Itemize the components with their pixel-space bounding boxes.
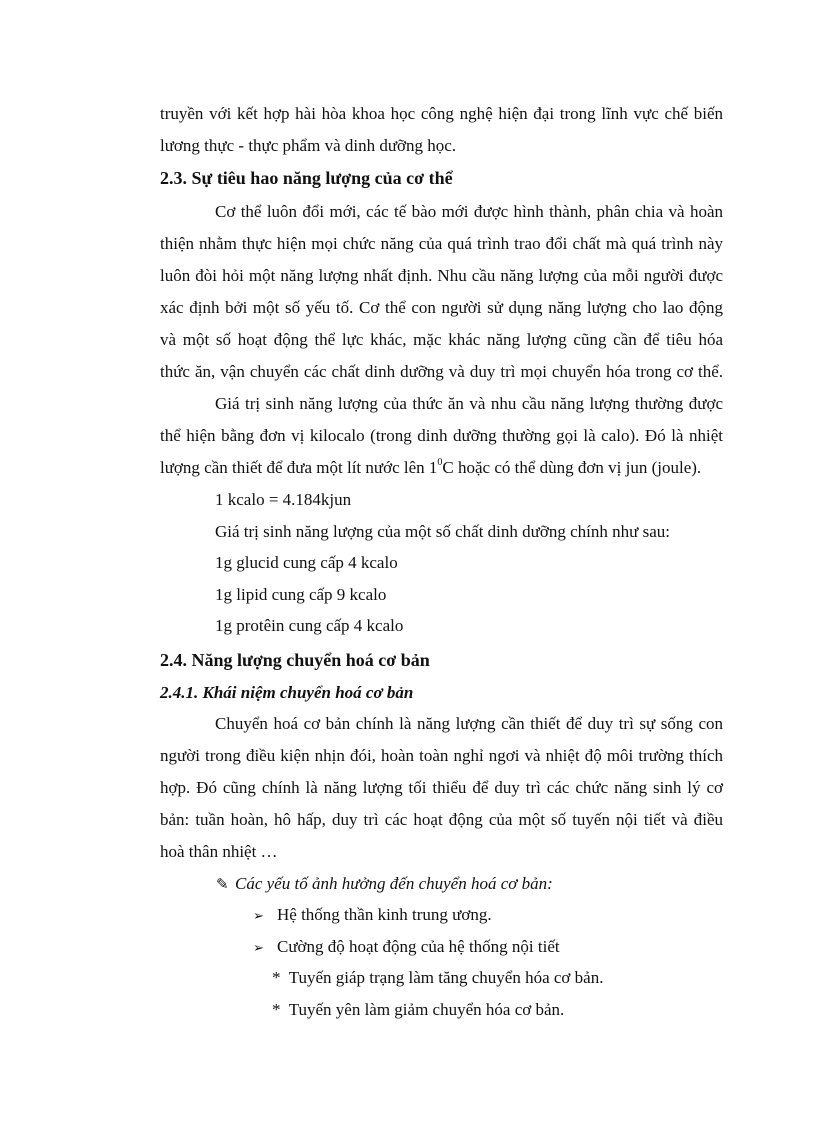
paragraph-line: bản: tuần hoàn, hô hấp, duy trì các hoạt động của một số tuyến nội tiết và điều <box>160 810 723 829</box>
factor-item <box>253 936 560 959</box>
paragraph-line: thức ăn, vận chuyển các chất dinh dưỡng và duy trì mọi chuyển hóa trong cơ thể. <box>160 362 723 381</box>
paragraph-line: xác định bởi một số yếu tố. Cơ thể con người sử dụng năng lượng cho lao động <box>160 298 723 317</box>
arrow-bullet-icon: ➢ <box>253 940 264 955</box>
factors-title-text: Các yếu tố ảnh hưởng đến chuyển hoá cơ bản: <box>235 874 553 893</box>
subfactor-item: * Tuyến yên làm giảm chuyển hóa cơ bản. <box>272 1000 565 1019</box>
factor-text: Hệ thống thần kinh trung ương. <box>277 905 492 924</box>
paragraph-line: hoà thân nhiệt … <box>160 842 278 861</box>
section-heading-2-3: 2.3. Sự tiêu hao năng lượng của cơ thể <box>160 168 453 188</box>
text-run: lượng cần thiết để đưa một lít nước lên 1 <box>160 458 438 477</box>
paragraph-line: Giá trị sinh năng lượng của thức ăn và nhu cầu năng lượng thường được <box>215 394 723 413</box>
subsection-heading-2-4-1: 2.4.1. Khái niệm chuyển hoá cơ bản <box>160 683 414 702</box>
subfactor-item: * Tuyến giáp trạng làm tăng chuyển hóa cơ bản. <box>272 968 604 987</box>
paragraph-line: Giá trị sinh năng lượng của một số chất dinh dưỡng chính như sau: <box>215 522 670 541</box>
factors-title <box>216 873 553 896</box>
factor-text: Cường độ hoạt động của hệ thống nội tiết <box>277 937 560 956</box>
arrow-bullet-icon: ➢ <box>253 908 264 923</box>
paragraph-line: thiện nhằm thực hiện mọi chức năng của quá trình trao đổi chất mà quá trình này <box>160 234 723 253</box>
paragraph-line: truyền với kết hợp hài hòa khoa học công nghệ hiện đại trong lĩnh vực chế biến <box>160 104 723 123</box>
factor-item <box>253 904 492 927</box>
section-heading-2-4: 2.4. Năng lượng chuyển hoá cơ bản <box>160 650 430 670</box>
degree-superscript: 0 <box>437 457 443 469</box>
paragraph-line: thể hiện bằng đơn vị kilocalo (trong dinh dưỡng thường gọi là calo). Đó là nhiệt <box>160 426 723 445</box>
paragraph-line: người trong điều kiện nhịn đói, hoàn toàn nghỉ ngơi và nhiệt độ môi trường thích <box>160 746 723 765</box>
paragraph-line: hợp. Đó cũng chính là năng lượng tối thiểu để duy trì các chức năng sinh lý cơ <box>160 778 723 797</box>
paragraph-line: Chuyển hoá cơ bản chính là năng lượng cần thiết để duy trì sự sống con <box>215 714 723 733</box>
energy-list-item: 1g glucid cung cấp 4 kcalo <box>215 553 398 572</box>
pointing-hand-icon: ✎ <box>216 877 229 893</box>
paragraph-line: Cơ thể luôn đổi mới, các tế bào mới được hình thành, phân chia và hoàn <box>215 202 723 221</box>
paragraph-line-with-superscript <box>160 457 701 479</box>
text-run: C hoặc có thể dùng đơn vị jun (joule). <box>442 458 702 477</box>
conversion-formula: 1 kcalo = 4.184kjun <box>215 490 352 509</box>
paragraph-line: và một số hoạt động thể lực khác, mặc khác năng lượng cũng cần để tiêu hóa <box>160 330 723 349</box>
energy-list-item: 1g lipid cung cấp 9 kcalo <box>215 585 387 604</box>
energy-list-item: 1g protêin cung cấp 4 kcalo <box>215 616 404 635</box>
paragraph-line: lương thực - thực phẩm và dinh dưỡng học. <box>160 136 457 155</box>
paragraph-line: luôn đòi hỏi một năng lượng nhất định. Nhu cầu năng lượng của mỗi người được <box>160 266 723 285</box>
